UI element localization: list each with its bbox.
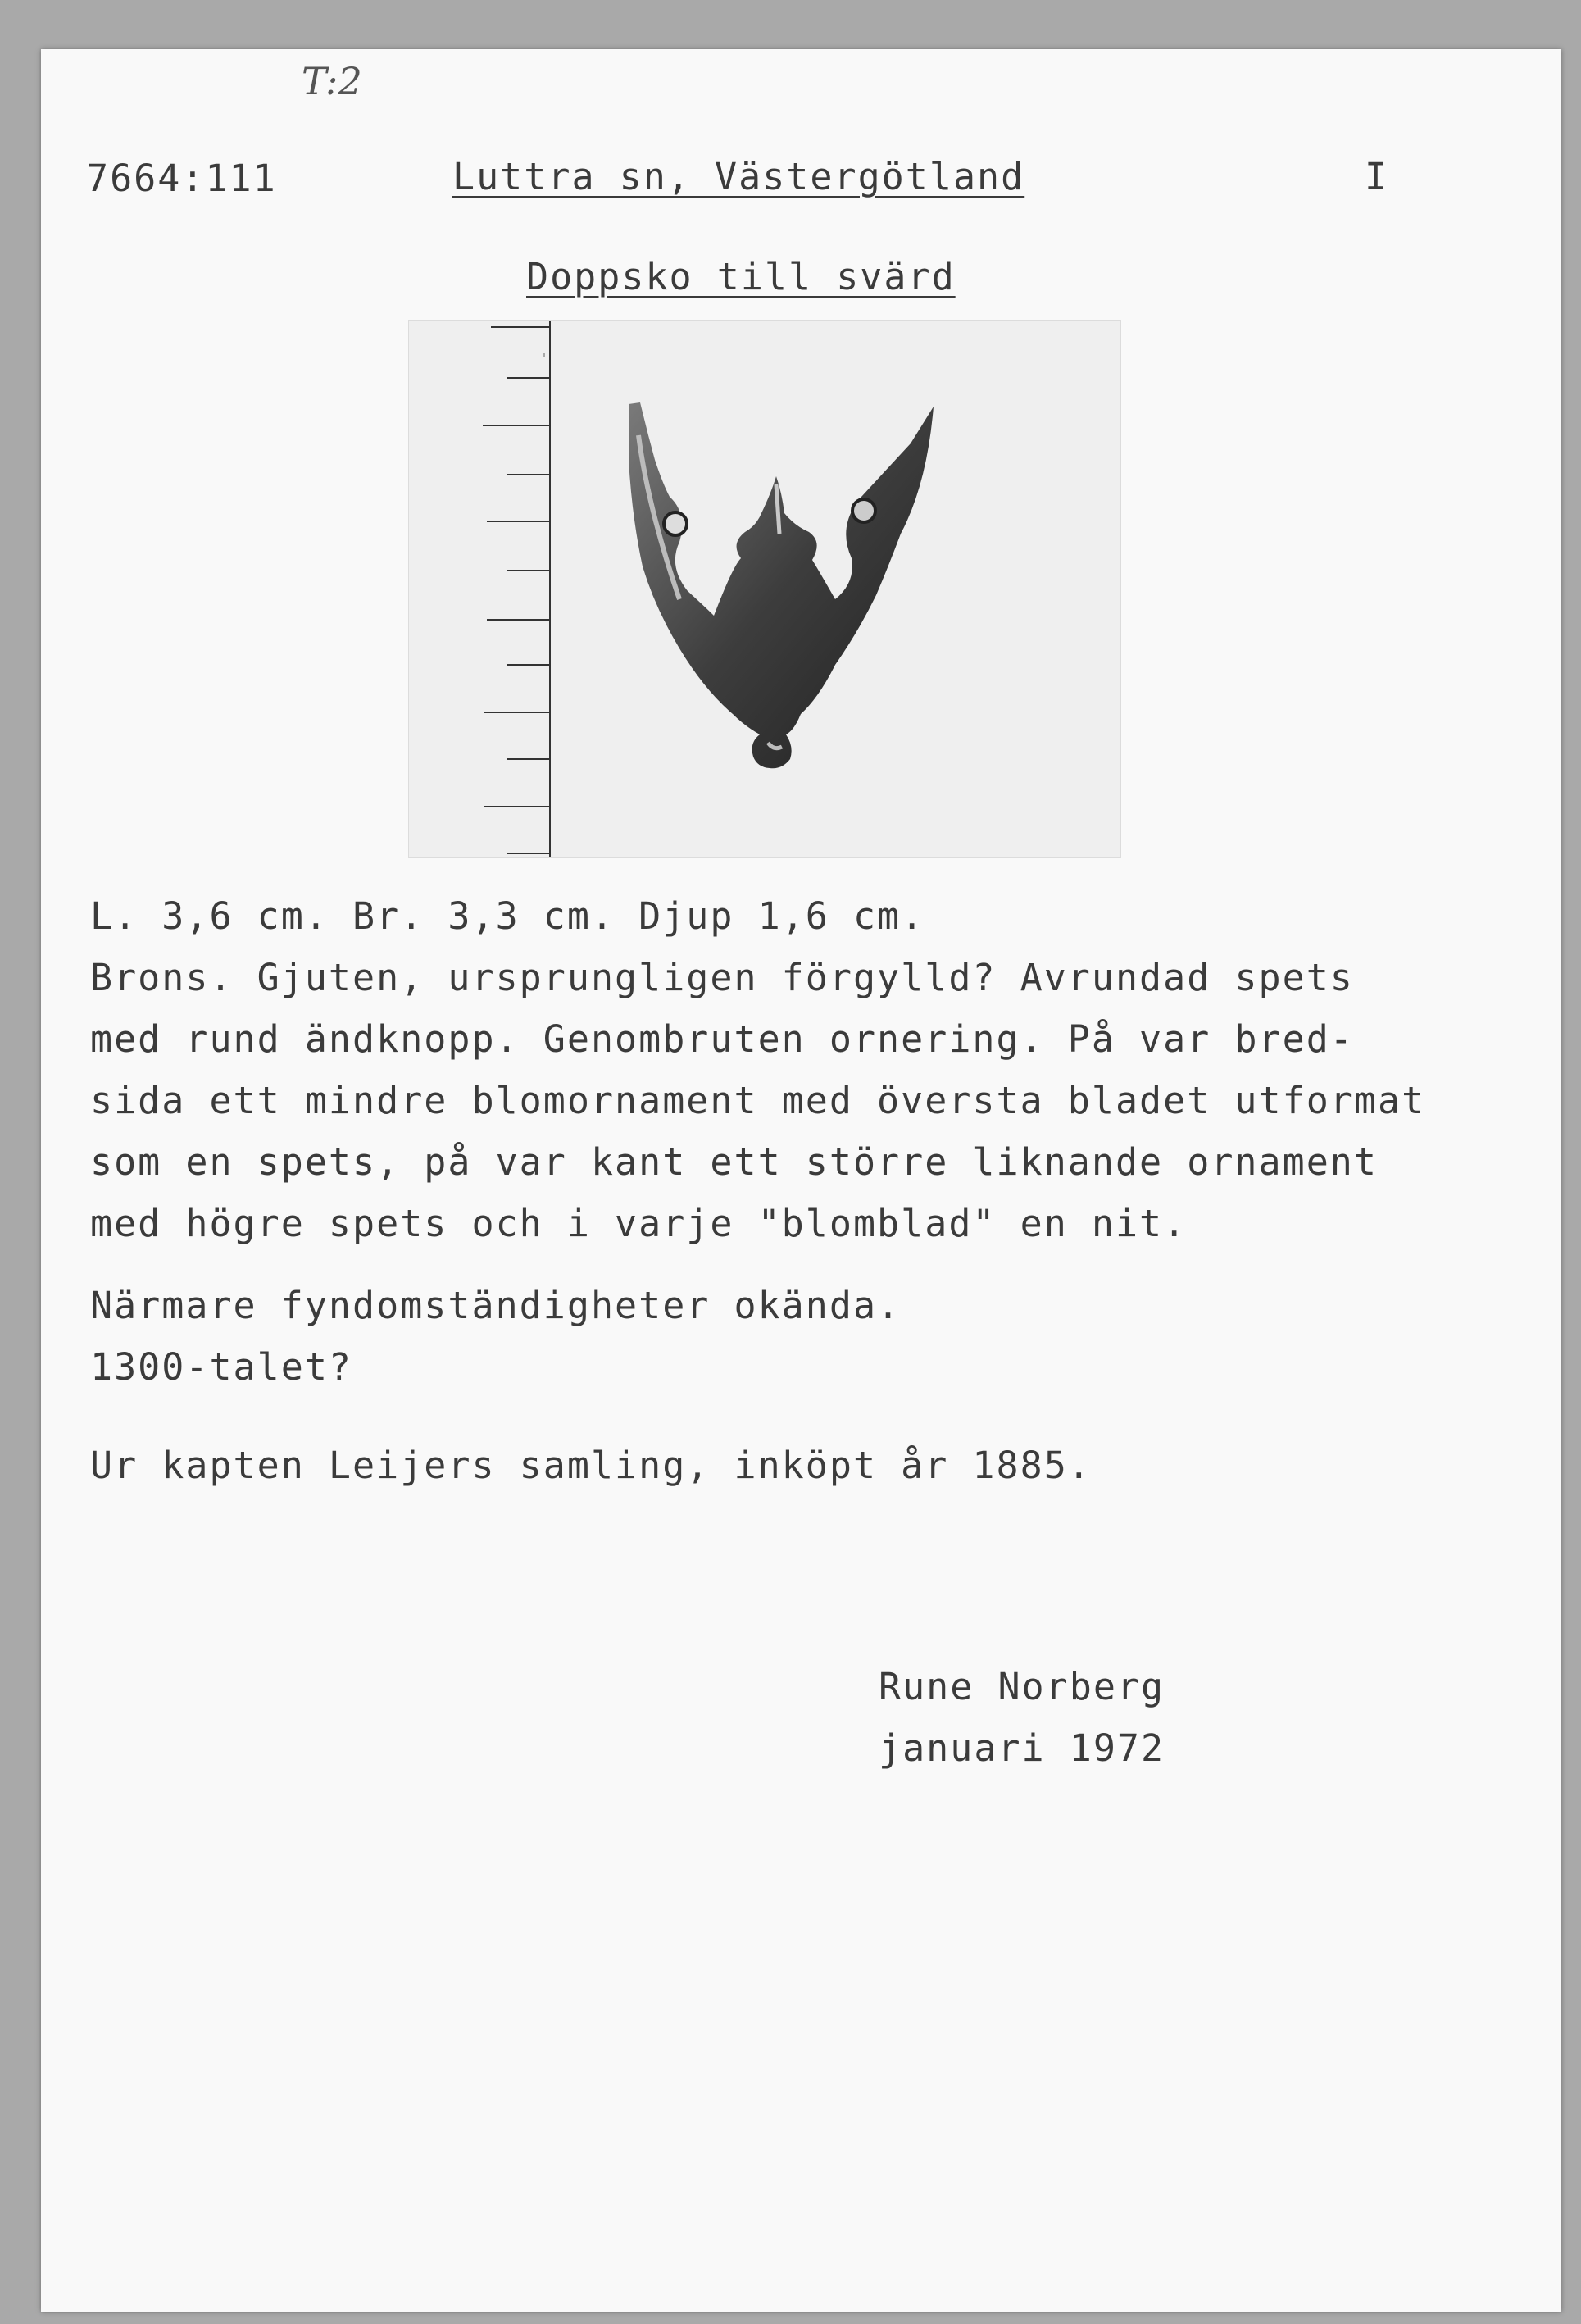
dating: 1300-talet? [90, 1345, 353, 1389]
sword-chape-icon [409, 321, 1120, 857]
measurements: L. 3,6 cm. Br. 3,3 cm. Djup 1,6 cm. [90, 894, 925, 938]
handwritten-note: T:2 [302, 59, 362, 103]
scale-ruler [483, 321, 550, 857]
description-line-2: med rund ändknopp. Genombruten ornering. På var bred- [90, 1017, 1354, 1061]
object-photo [408, 320, 1121, 858]
description-line-1: Brons. Gjuten, ursprungligen förgylld? Avrundad spets [90, 956, 1354, 999]
inventory-number: 7664:111 [86, 157, 277, 200]
chape-shape [629, 402, 934, 768]
location-heading: Luttra sn, Västergötland [452, 155, 1025, 198]
date: januari 1972 [879, 1726, 1165, 1770]
description-line-4: som en spets, på var kant ett större liknande ornament [90, 1140, 1378, 1184]
description-line-5: med högre spets och i varje "blomblad" en nit. [90, 1202, 1188, 1245]
roman-numeral: I [1365, 155, 1389, 198]
author: Rune Norberg [879, 1665, 1165, 1708]
find-circumstances: Närmare fyndomständigheter okända. [90, 1284, 902, 1327]
catalog-card [41, 49, 1561, 2312]
provenance: Ur kapten Leijers samling, inköpt år 1885. [90, 1444, 1092, 1487]
description-line-3: sida ett mindre blomornament med översta bladet utformat [90, 1079, 1426, 1122]
object-title: Doppsko till svärd [526, 255, 956, 298]
